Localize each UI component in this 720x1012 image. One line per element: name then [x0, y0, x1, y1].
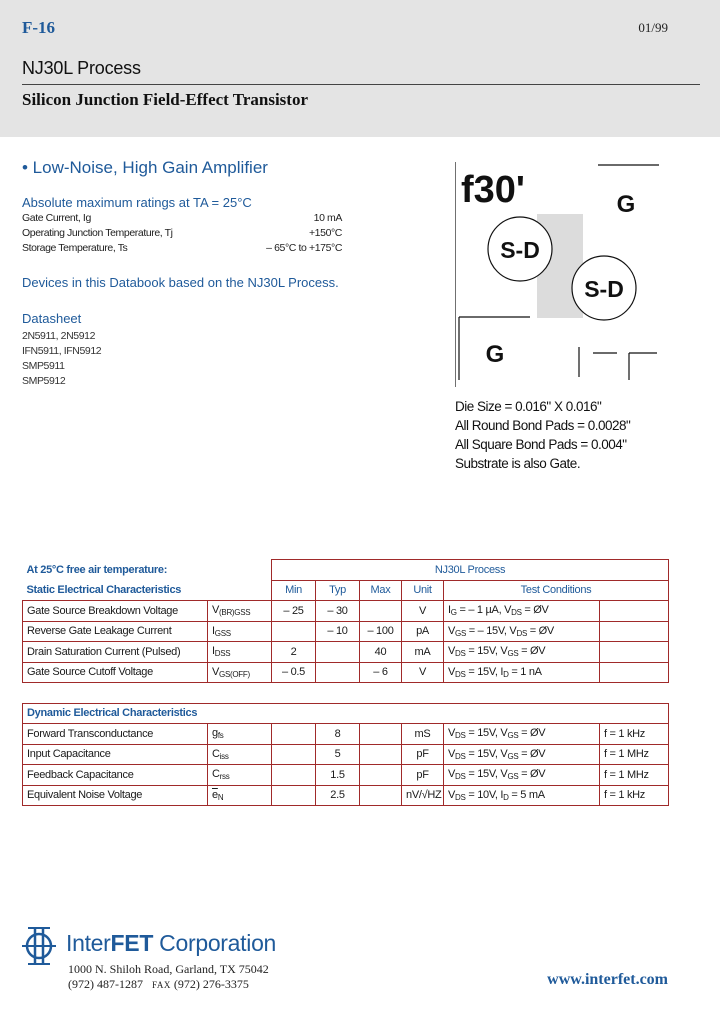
table-row	[23, 601, 669, 622]
column-header-max: Max	[360, 580, 402, 601]
value-min: 2	[272, 642, 316, 663]
value-unit: V	[402, 662, 444, 683]
company-phone: (972) 487-1287 FAX (972) 276-3375	[68, 977, 249, 991]
value-unit: V	[402, 601, 444, 622]
table-section-row	[23, 703, 669, 724]
param-name: Forward Transconductance	[23, 724, 208, 745]
table-row	[23, 724, 669, 745]
param-name: Equivalent Noise Voltage	[23, 785, 208, 806]
table-row	[23, 744, 669, 765]
value-typ: 1.5	[316, 765, 360, 786]
value-unit: pF	[402, 765, 444, 786]
website-link[interactable]: www.interfet.com	[547, 971, 668, 988]
test-frequency: f = 1 kHz	[600, 724, 669, 745]
absolute-max-list	[22, 211, 342, 256]
param-symbol: $\overline{e}_N$	[208, 785, 272, 806]
param-symbol: $I_{GSS}$	[208, 621, 272, 642]
rating-value: 10 mA	[313, 212, 342, 224]
column-header-conditions: Test Conditions	[444, 580, 669, 601]
characteristics-table	[22, 559, 669, 806]
param-symbol: $V_{(BR)GSS}$	[208, 601, 272, 622]
value-max: 40	[360, 642, 402, 663]
die-specifications	[455, 397, 630, 473]
ambient-note: At 25°C free air temperature:	[26, 563, 168, 576]
revision-date: 01/99	[638, 20, 668, 35]
sd-pad-label: S-D	[584, 276, 624, 302]
page-code: F-16	[22, 18, 56, 37]
param-name: Input Capacitance	[23, 744, 208, 765]
rating-label: Storage Temperature, Ts	[22, 242, 128, 254]
value-unit: pF	[402, 744, 444, 765]
datasheet-list	[22, 329, 101, 389]
value-min: – 25	[272, 601, 316, 622]
rating-label: Operating Junction Temperature, Tj	[22, 227, 173, 239]
header-band	[0, 0, 720, 137]
param-symbol: $V_{GS(OFF)}$	[208, 662, 272, 683]
value-unit: nV/√HZ	[402, 785, 444, 806]
datasheet-item: SMP5911	[22, 360, 65, 372]
test-condition: $V_{DS} = 15V$, $V_{GS}$ = ØV	[444, 724, 600, 745]
company-address: 1000 N. Shiloh Road, Garland, TX 75042	[68, 962, 269, 976]
param-name: Reverse Gate Leakage Current	[23, 621, 208, 642]
table-row	[23, 662, 669, 683]
header-divider	[22, 84, 700, 85]
value-max	[360, 601, 402, 622]
table-row	[23, 785, 669, 806]
value-unit: mS	[402, 724, 444, 745]
devices-heading: Devices in this Databook based on the NJ30L Process.	[22, 275, 339, 290]
column-header-typ: Typ	[316, 580, 360, 601]
test-condition: $V_{DS} = 15V$, $V_{GS}$ = ØV	[444, 642, 600, 663]
param-symbol: $C_{rss}$	[208, 765, 272, 786]
test-condition: $V_{DS} = 15V$, $I_D = 1$ nA	[444, 662, 600, 683]
dynamic-section-title: Dynamic Electrical Characteristics	[23, 703, 669, 724]
interfet-logo-icon	[22, 926, 56, 966]
gate-pad-label-bottom: G	[485, 341, 505, 368]
column-header-unit: Unit	[402, 580, 444, 601]
table-group-row	[23, 560, 669, 581]
test-condition: $V_{DS} = 15V$, $V_{GS}$ = ØV	[444, 765, 600, 786]
test-condition: $V_{DS} = 10V$, $I_D = 5$ mA	[444, 785, 600, 806]
test-frequency: f = 1 kHz	[600, 785, 669, 806]
value-unit: mA	[402, 642, 444, 663]
value-typ	[316, 642, 360, 663]
rating-value: +150°C	[308, 227, 342, 239]
value-typ: 2.5	[316, 785, 360, 806]
table-row	[23, 621, 669, 642]
table-row	[23, 765, 669, 786]
die-spec-line: All Round Bond Pads = 0.0028"	[455, 418, 631, 433]
rating-label: Gate Current, Ig	[22, 212, 91, 224]
absolute-max-title: Absolute maximum ratings at TA = 25°C	[22, 195, 252, 210]
value-typ: – 10	[316, 621, 360, 642]
value-max: – 6	[360, 662, 402, 683]
feature-bullet: • Low-Noise, High Gain Amplifier	[22, 158, 268, 177]
value-unit: pA	[402, 621, 444, 642]
test-frequency: f = 1 MHz	[600, 744, 669, 765]
test-condition: $V_{GS}$ = – 15V, $V_{DS}$ = ØV	[444, 621, 600, 642]
test-condition: $I_G$ = – 1 µA, $V_{DS}$ = ØV	[444, 601, 600, 622]
value-typ: – 30	[316, 601, 360, 622]
param-symbol: $g_{fs}$	[208, 724, 272, 745]
datasheet-item: 2N5911, 2N5912	[22, 330, 96, 342]
company-name: InterFET Corporation	[66, 930, 277, 956]
static-section-title: Static Electrical Characteristics	[26, 584, 182, 596]
column-header-min: Min	[272, 580, 316, 601]
value-min: – 0.5	[272, 662, 316, 683]
value-typ: 5	[316, 744, 360, 765]
sd-pad-label: S-D	[500, 237, 540, 263]
datasheet-heading: Datasheet	[22, 311, 82, 326]
rating-row	[22, 211, 342, 226]
value-typ	[316, 662, 360, 683]
param-name: Feedback Capacitance	[23, 765, 208, 786]
datasheet-item: SMP5912	[22, 375, 66, 387]
param-name: Gate Source Cutoff Voltage	[23, 662, 208, 683]
value-min	[272, 621, 316, 642]
rating-row	[22, 241, 342, 256]
value-max: – 100	[360, 621, 402, 642]
die-spec-line: Die Size = 0.016" X 0.016"	[455, 399, 602, 414]
page-subtitle: Silicon Junction Field-Effect Transistor	[22, 90, 309, 109]
test-frequency: f = 1 MHz	[600, 765, 669, 786]
die-spec-line: Substrate is also Gate.	[455, 456, 581, 471]
param-name: Gate Source Breakdown Voltage	[23, 601, 208, 622]
process-group-header: NJ30L Process	[272, 560, 669, 581]
value-typ: 8	[316, 724, 360, 745]
rating-row	[22, 226, 342, 241]
die-spec-line: All Square Bond Pads = 0.004"	[455, 437, 627, 452]
datasheet-item: IFN5911, IFN5912	[22, 345, 102, 357]
table-row	[23, 642, 669, 663]
die-layout-diagram	[455, 162, 665, 392]
die-marking-label: f30'	[461, 169, 525, 211]
param-name: Drain Saturation Current (Pulsed)	[23, 642, 208, 663]
param-symbol: $C_{iss}$	[208, 744, 272, 765]
param-symbol: $I_{DSS}$	[208, 642, 272, 663]
page-title: NJ30L Process	[22, 58, 141, 78]
gate-pad-label-top: G	[616, 191, 636, 218]
table-header-row	[23, 580, 669, 601]
test-condition: $V_{DS} = 15V$, $V_{GS}$ = ØV	[444, 744, 600, 765]
rating-value: – 65°C to +175°C	[266, 242, 342, 254]
